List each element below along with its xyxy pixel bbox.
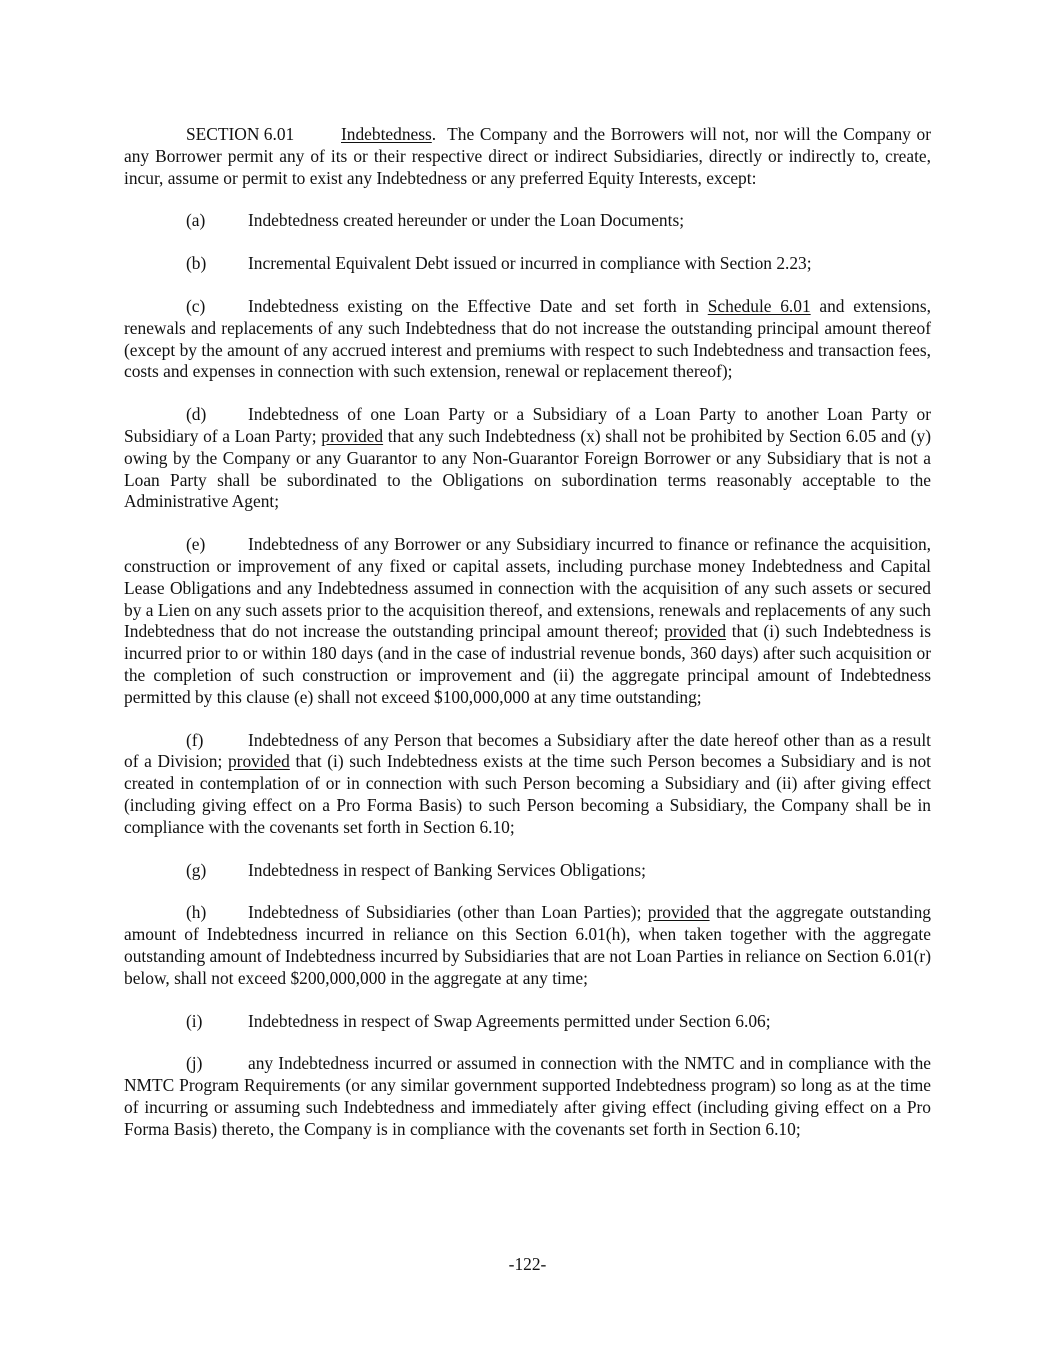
clause-b-text: Incremental Equivalent Debt issued or incurred in compliance with Section 2.23; bbox=[248, 253, 812, 274]
clause-d-text-pre: Indebtedness of one Loan Party or a Subsidiary of a Loan Party to another Loan Party or Subsidiary of a Loan Party; bbox=[124, 404, 931, 446]
clause-e-provided-term: provided bbox=[664, 621, 727, 642]
clause-f-label: (f) bbox=[186, 729, 204, 750]
clause-b bbox=[124, 253, 931, 275]
clause-i-label: (i) bbox=[186, 1010, 203, 1031]
clause-f-provided-term: provided bbox=[227, 751, 290, 772]
clause-h-label: (h) bbox=[186, 902, 207, 923]
clause-f-text-post: that (i) such Indebtedness exists at the time such Person becomes a Subsidiary and is not created in contemplation of or in connection with such Person becoming a Subsidiary and (ii) after giving effect (including giving effect on a Pro Forma Basis) to such Person becoming a Subsidiary, the Company shall be in compliance with the covenants set forth in Section 6.10; bbox=[124, 751, 931, 837]
clause-e-label: (e) bbox=[186, 534, 206, 555]
clause-h-provided-term: provided bbox=[647, 902, 710, 923]
clause-i bbox=[124, 1011, 931, 1033]
page-number: -122- bbox=[508, 1254, 547, 1274]
clause-f bbox=[124, 730, 931, 839]
clause-j bbox=[124, 1053, 931, 1140]
clause-j-text: any Indebtedness incurred or assumed in connection with the NMTC and in compliance with the NMTC Program Requirements (or any similar government supported Indebtedness program) so long as at the time of incurring or assuming such Indebtedness and immediately after giving effect (including giving effect on a Pro Forma Basis) thereto, the Company is in compliance with the covenants set forth in Section 6.10; bbox=[124, 1053, 931, 1139]
clause-c bbox=[124, 296, 931, 383]
clause-d-label: (d) bbox=[186, 404, 207, 425]
clause-h bbox=[124, 902, 931, 989]
schedule-reference: Schedule 6.01 bbox=[707, 295, 811, 316]
clause-d bbox=[124, 404, 931, 513]
clause-c-text-post: and extensions, renewals and replacements of any such Indebtedness that do not increase the outstanding principal amount thereof (except by the amount of any accrued interest and premiums with respect to such Indebtedness and transaction fees, costs and expenses in connection with such extension, renewal or replacement thereof); bbox=[124, 295, 931, 382]
clause-d-text-post: that any such Indebtedness (x) shall not be prohibited by Section 6.05 and (y) owing by the Company or any Guarantor to any Non-Guarantor Foreign Borrower or any Subsidiary that is not a Loan Party shall be subordinated to the Obligations on subordination terms reasonably acceptable to the Administrative Agent; bbox=[124, 425, 932, 512]
clause-b-label: (b) bbox=[186, 253, 207, 274]
clause-h-text-post: that the aggregate outstanding amount of Indebtedness incurred in reliance on this Section 6.01(h), when taken together with the aggregate outstanding amount of Indebtedness incurred by Subsidiaries that are not Loan Parties in reliance on Section 6.01(r) below, shall not exceed $200,000,000 in the aggregate at any time; bbox=[124, 902, 932, 988]
clause-c-label: (c) bbox=[186, 295, 206, 316]
clause-e-text-post: that (i) such Indebtedness is incurred prior to or within 180 days (and in the case of industrial revenue bonds, 360 days) after such acquisition or the completion of such construction or improvement and (ii) the aggregate principal amount of Indebtedness permitted by this clause (e) shall not exceed $100,000,000 at any time outstanding; bbox=[124, 621, 931, 707]
section-intro: The Company and the Borrowers will not, nor will the Company or any Borrower permit any of its or their respective direct or indirect Subsidiaries, directly or indirectly to, create, incur, assume or permit to exist any Indebtedness or any preferred Equity Interests, except: bbox=[124, 124, 931, 188]
clause-d-provided-term: provided bbox=[321, 425, 384, 446]
clause-f-text-pre: Indebtedness of any Person that becomes a Subsidiary after the date hereof other than as a result of a Division; bbox=[124, 729, 931, 772]
clause-g-text: Indebtedness in respect of Banking Services Obligations; bbox=[248, 859, 646, 880]
clause-h-text-pre: Indebtedness of Subsidiaries (other than Loan Parties); bbox=[248, 902, 642, 923]
clause-c-text-pre: Indebtedness existing on the Effective Date and set forth in bbox=[248, 295, 700, 316]
section-heading: Indebtedness bbox=[341, 124, 432, 144]
document-page bbox=[124, 124, 931, 1140]
section-heading-period: . bbox=[431, 124, 437, 144]
clause-a bbox=[124, 210, 931, 232]
clause-e bbox=[124, 534, 931, 708]
clause-a-label: (a) bbox=[186, 210, 206, 231]
clause-j-label: (j) bbox=[186, 1053, 203, 1074]
section-6-01-paragraph bbox=[124, 124, 931, 189]
clause-g bbox=[124, 860, 931, 882]
clause-a-text: Indebtedness created hereunder or under the Loan Documents; bbox=[248, 210, 685, 231]
clause-e-text-pre: Indebtedness of any Borrower or any Subsidiary incurred to finance or refinance the acquisition, construction or improvement of any fixed or capital assets, including purchase money Indebtedness and Capital Lease Obligations and any Indebtedness assumed in connection with the acquisition of any such assets or secured by a Lien on any such assets prior to the acquisition thereof, and extensions, renewals and replacements of any such Indebtedness that do not increase the outstanding principal amount thereof; bbox=[124, 534, 931, 642]
clause-i-text: Indebtedness in respect of Swap Agreements permitted under Section 6.06; bbox=[248, 1010, 771, 1031]
section-number: SECTION 6.01 bbox=[186, 124, 295, 144]
clause-g-label: (g) bbox=[186, 859, 207, 880]
